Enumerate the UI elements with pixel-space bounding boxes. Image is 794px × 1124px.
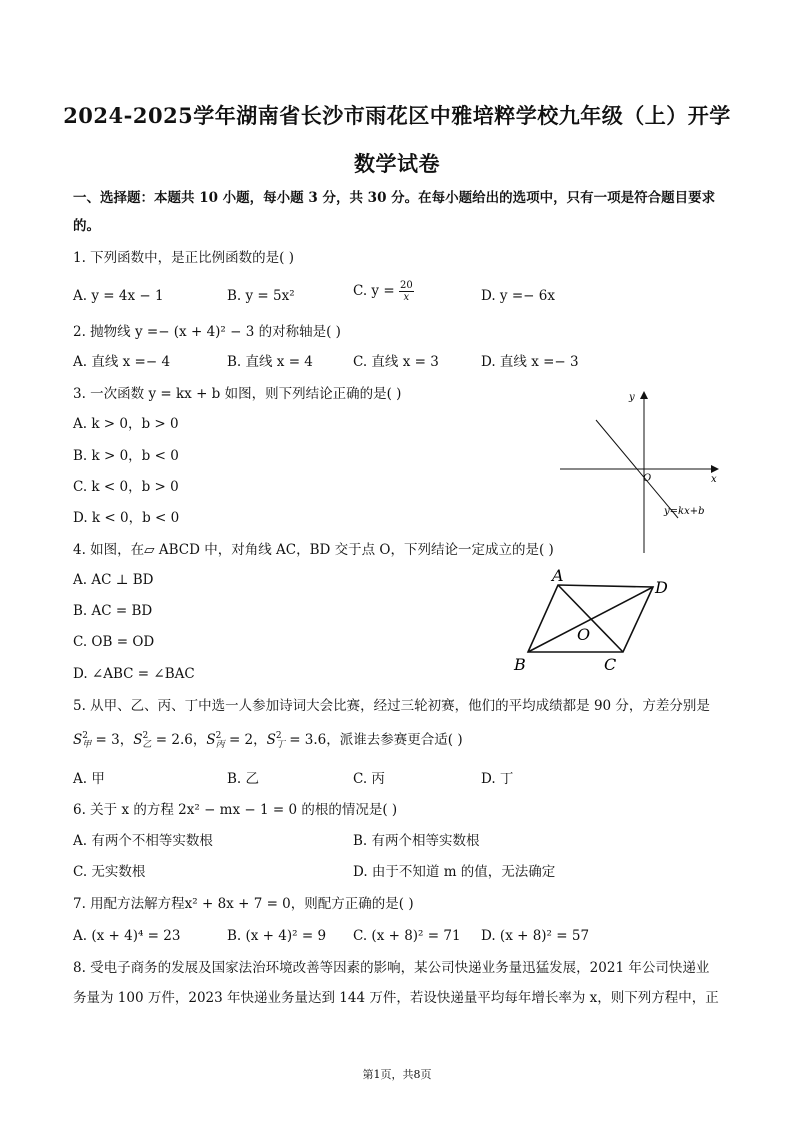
q1-fraction-num: 20 <box>399 280 413 291</box>
q3-option-a: A. k > 0，b > 0 <box>73 416 179 432</box>
q5-sub-bing: 丙 <box>215 739 225 750</box>
q4-vertex-a: A <box>552 566 564 585</box>
q4-option-b: B. AC = BD <box>73 603 153 619</box>
q1-option-d: D. y =− 6x <box>481 288 555 304</box>
q5-sup-jia: 2 <box>82 730 88 741</box>
q5-sub-ding: 丁 <box>275 739 285 750</box>
q3-graph-figure <box>556 388 726 558</box>
q5-s-bing: S <box>206 732 216 748</box>
q6-option-a: A. 有两个不相等实数根 <box>73 833 213 849</box>
q1-fraction-den: x <box>403 292 410 303</box>
q3-option-d: D. k < 0，b < 0 <box>73 510 180 526</box>
q3-stem: 3. 一次函数 y = kx + b 如图，则下列结论正确的是( ) <box>73 386 402 402</box>
page-footer: 第1页，共8页 <box>362 1068 432 1081</box>
section1-heading: 一、选择题：本题共 10 小题，每小题 3 分，共 30 分。在每小题给出的选项中，只有一项是符合题目要求 <box>73 190 716 206</box>
q5-sub-jia: 甲 <box>82 739 92 750</box>
q4-option-d: D. ∠ABC = ∠BAC <box>73 666 195 682</box>
q1-option-c <box>353 280 414 303</box>
q6-stem: 6. 关于 x 的方程 2x² − mx − 1 = 0 的根的情况是( ) <box>73 802 398 818</box>
q5-option-d: D. 丁 <box>481 771 514 787</box>
q3-origin-label: O <box>643 473 652 484</box>
q7-option-a: A. (x + 4)⁴ = 23 <box>73 928 181 944</box>
q4-option-c: C. OB = OD <box>73 634 155 650</box>
q5-option-a: A. 甲 <box>73 771 105 787</box>
q1-option-a: A. y = 4x − 1 <box>73 288 164 304</box>
q7-option-d: D. (x + 8)² = 57 <box>481 928 590 944</box>
q4-center-o: O <box>577 625 591 644</box>
q4-diagonal-bd <box>528 587 653 652</box>
section1-heading-cont: 的。 <box>73 218 100 234</box>
q5-s-ding-scripts <box>276 732 285 750</box>
q5-val-yi: = 2.6， <box>151 732 207 748</box>
q5-s-jia: S <box>73 732 83 748</box>
q2-option-d: D. 直线 x =− 3 <box>481 354 579 370</box>
q3-option-b: B. k > 0，b < 0 <box>73 448 179 464</box>
q2-option-b: B. 直线 x = 4 <box>227 354 313 370</box>
q7-option-b: B. (x + 4)² = 9 <box>227 928 327 944</box>
q5-s-jia-scripts <box>82 732 91 750</box>
q5-val-ding: = 3.6，派谁去参赛更合适( ) <box>284 732 463 748</box>
q5-val-jia: = 3， <box>91 732 134 748</box>
q7-option-c: C. (x + 8)² = 71 <box>353 928 461 944</box>
q5-sub-yi: 乙 <box>142 739 152 750</box>
q1-option-b: B. y = 5x² <box>227 288 295 304</box>
q2-option-a: A. 直线 x =− 4 <box>73 354 171 370</box>
q1-option-c-prefix: C. y = <box>353 283 399 299</box>
q5-sup-ding: 2 <box>275 730 282 741</box>
q6-option-b: B. 有两个相等实数根 <box>353 833 480 849</box>
q5-option-b: B. 乙 <box>227 771 260 787</box>
q2-option-c: C. 直线 x = 3 <box>353 354 439 370</box>
q4-diagonal-ac <box>558 585 623 652</box>
q8-stem-cont: 务量为 100 万件，2023 年快递业务量达到 144 万件，若设快递量平均每年增长率为 x，则下列方程中，正 <box>73 990 719 1006</box>
q6-option-d: D. 由于不知道 m 的值，无法确定 <box>353 864 556 880</box>
q5-variances <box>73 730 463 750</box>
q3-y-label: y <box>629 392 635 403</box>
q4-option-a: A. AC ⊥ BD <box>73 572 154 588</box>
q6-option-c: C. 无实数根 <box>73 864 146 880</box>
q7-stem: 7. 用配方法解方程x² + 8x + 7 = 0，则配方正确的是( ) <box>73 896 414 912</box>
q5-s-yi: S <box>133 732 143 748</box>
q3-line-label: y=kx+b <box>664 506 705 517</box>
q5-s-bing-scripts <box>216 732 225 750</box>
q1-stem: 1. 下列函数中，是正比例函数的是( ) <box>73 250 294 266</box>
q1-option-c-fraction <box>399 280 414 303</box>
q2-stem: 2. 抛物线 y =− (x + 4)² − 3 的对称轴是( ) <box>73 324 341 340</box>
q5-val-bing: = 2， <box>224 732 267 748</box>
q3-x-label: x <box>711 474 717 485</box>
q3-option-c: C. k < 0，b > 0 <box>73 479 179 495</box>
q4-stem: 4. 如图，在▱ ABCD 中，对角线 AC，BD 交于点 O，下列结论一定成立的是( ) <box>73 542 554 558</box>
q5-stem: 5. 从甲、乙、丙、丁中选一人参加诗词大会比赛，经过三轮初赛，他们的平均成绩都是 90 分，方差分别是 <box>73 698 710 714</box>
q5-sup-yi: 2 <box>142 730 149 741</box>
exam-title-line1: 2024-2025学年湖南省长沙市雨花区中雅培粹学校九年级（上）开学 <box>63 103 731 128</box>
q4-vertex-d: D <box>655 578 668 597</box>
q5-sup-bing: 2 <box>215 730 222 741</box>
q5-option-c: C. 丙 <box>353 771 385 787</box>
q5-s-yi-scripts <box>143 732 152 750</box>
exam-title-line2: 数学试卷 <box>354 151 440 176</box>
q4-vertex-b: B <box>514 655 526 674</box>
q4-parallelogram-figure <box>506 566 696 678</box>
q4-vertex-c: C <box>604 655 617 674</box>
q8-stem: 8. 受电子商务的发展及国家法治环境改善等因素的影响，某公司快递业务量迅猛发展，2021 年公司快递业 <box>73 960 710 976</box>
q5-s-ding: S <box>266 732 276 748</box>
